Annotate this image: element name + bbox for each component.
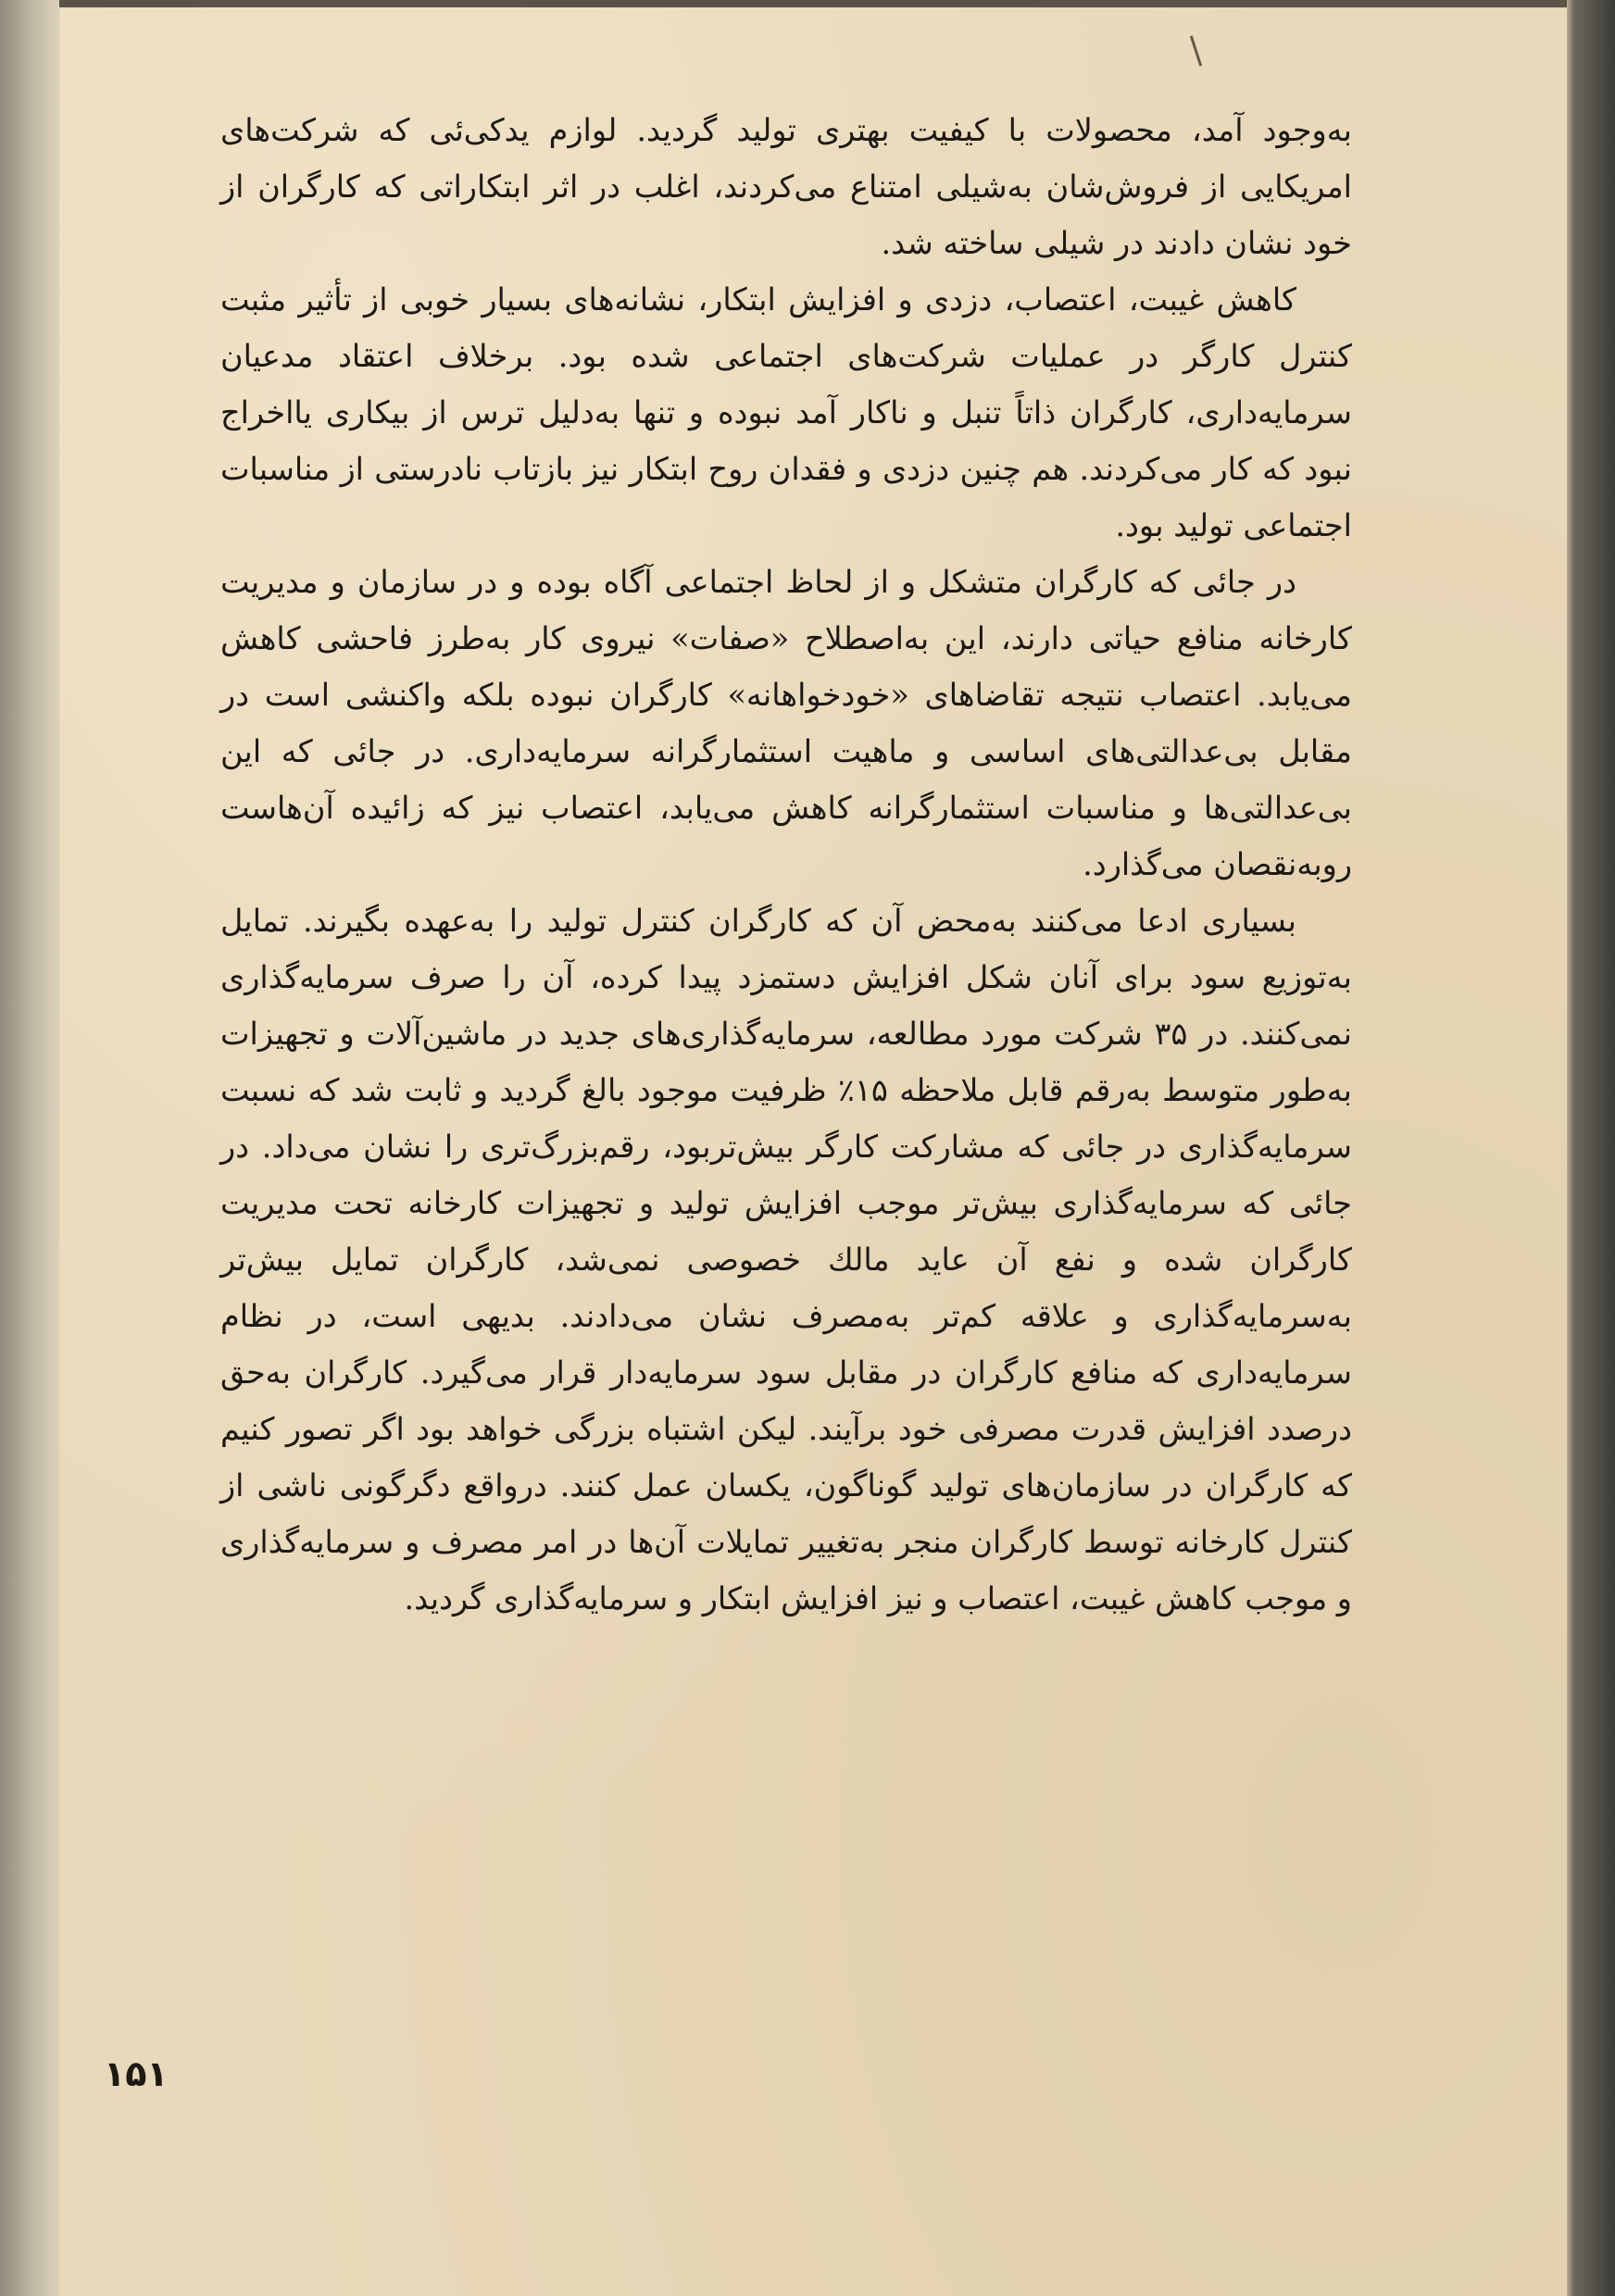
page-top-edge bbox=[59, 0, 1567, 7]
page-number: ۱۵۱ bbox=[104, 2053, 169, 2094]
paragraph-1: به‌وجود آمد، محصولات با کیفیت بهتری تولید گردید. لوازم یدکی‌ئی که شرکت‌های امریکایی از فروش‌شان به‌شیلی امتناع می‌کردند، اغلب در اثر ابتکاراتی که کارگران از خود نشان دادند در شیلی ساخته شد. bbox=[220, 112, 1352, 261]
paragraph-4: بسیاری ادعا می‌کنند به‌محض آن که کارگران کنترل تولید را به‌عهده بگیرند. تمایل به‌توزیع سود برای آنان شکل افزایش دستمزد پیدا کرده، آن را صرف سرمایه‌گذاری نمی‌کنند. در ۳۵ شرکت مورد مطالعه، سرمایه‌گذاری‌های جدید در ماشین‌آلات و تجهیزات به‌طور متوسط به‌رقم قابل ملاحظه ۱۵٪ ظرفیت موجود بالغ گردید و ثابت شد که نسبت سرمایه‌گذاری در جائی که مشارکت کارگر بیش‌تربود، رقم‌بزرگ‌تری را نشان می‌داد. در جائی که سرمایه‌گذاری بیش‌تر موجب افزایش تولید و تجهیزات کارخانه تحت مدیریت کارگران شده و نفع آن عاید مالك خصوصی نمی‌شد، کارگران تمایل بیش‌تر به‌سرمایه‌گذاری و علاقه کم‌تر به‌مصرف نشان می‌دادند. بدیهی است، در نظام سرمایه‌داری که منافع کارگران در مقابل سود سرمایه‌دار قرار می‌گیرد. کارگران به‌حق درصدد افزایش قدرت مصرفی خود برآیند. لیکن اشتباه بزرگی خواهد بود اگر تصور کنیم که کارگران در سازمان‌های تولید گوناگون، یکسان عمل کنند. درواقع دگرگونی ناشی از کنترل کارخانه توسط کارگران منجر به‌تغییر تمایلات آن‌ها در امر مصرف و سرمایه‌گذاری و موجب کاهش غیبت، اعتصاب و نیز افزایش ابتکار و سرمایه‌گذاری گردید. bbox=[220, 903, 1352, 1616]
paragraph-3: در جائی که کارگران متشکل و از لحاظ اجتماعی آگاه بوده و در سازمان و مدیریت کارخانه منافع حیاتی دارند، این به‌اصطلاح «صفات» نیروی کار به‌طرز فاحشی کاهش می‌یابد. اعتصاب نتیجه تقاضاهای «خودخواهانه» کارگران نبوده بلکه واکنشی است در مقابل بی‌عدالتی‌های اساسی و ماهیت استثمارگرانه سرمایه‌داری. در جائی که این بی‌عدالتی‌ها و مناسبات استثمارگرانه کاهش می‌یابد، اعتصاب نیز که زائیده آن‌هاست روبه‌نقصان می‌گذارد. bbox=[220, 564, 1352, 882]
paragraph-2: کاهش غیبت، اعتصاب، دزدی و افزایش ابتکار، نشانه‌های بسیار خوبی از تأثیر مثبت کنترل کارگر در عملیات شرکت‌های اجتماعی شده بود. برخلاف اعتقاد مدعیان سرمایه‌داری، کارگران ذاتاً تنبل و ناکار آمد نبوده و تنها به‌دلیل ترس از بیکاری یااخراج نبود که کار می‌کردند. هم چنین دزدی و فقدان روح ابتکار نیز بازتاب نادرستی از مناسبات اجتماعی تولید بود. bbox=[220, 281, 1352, 543]
body-text bbox=[220, 102, 1352, 1627]
